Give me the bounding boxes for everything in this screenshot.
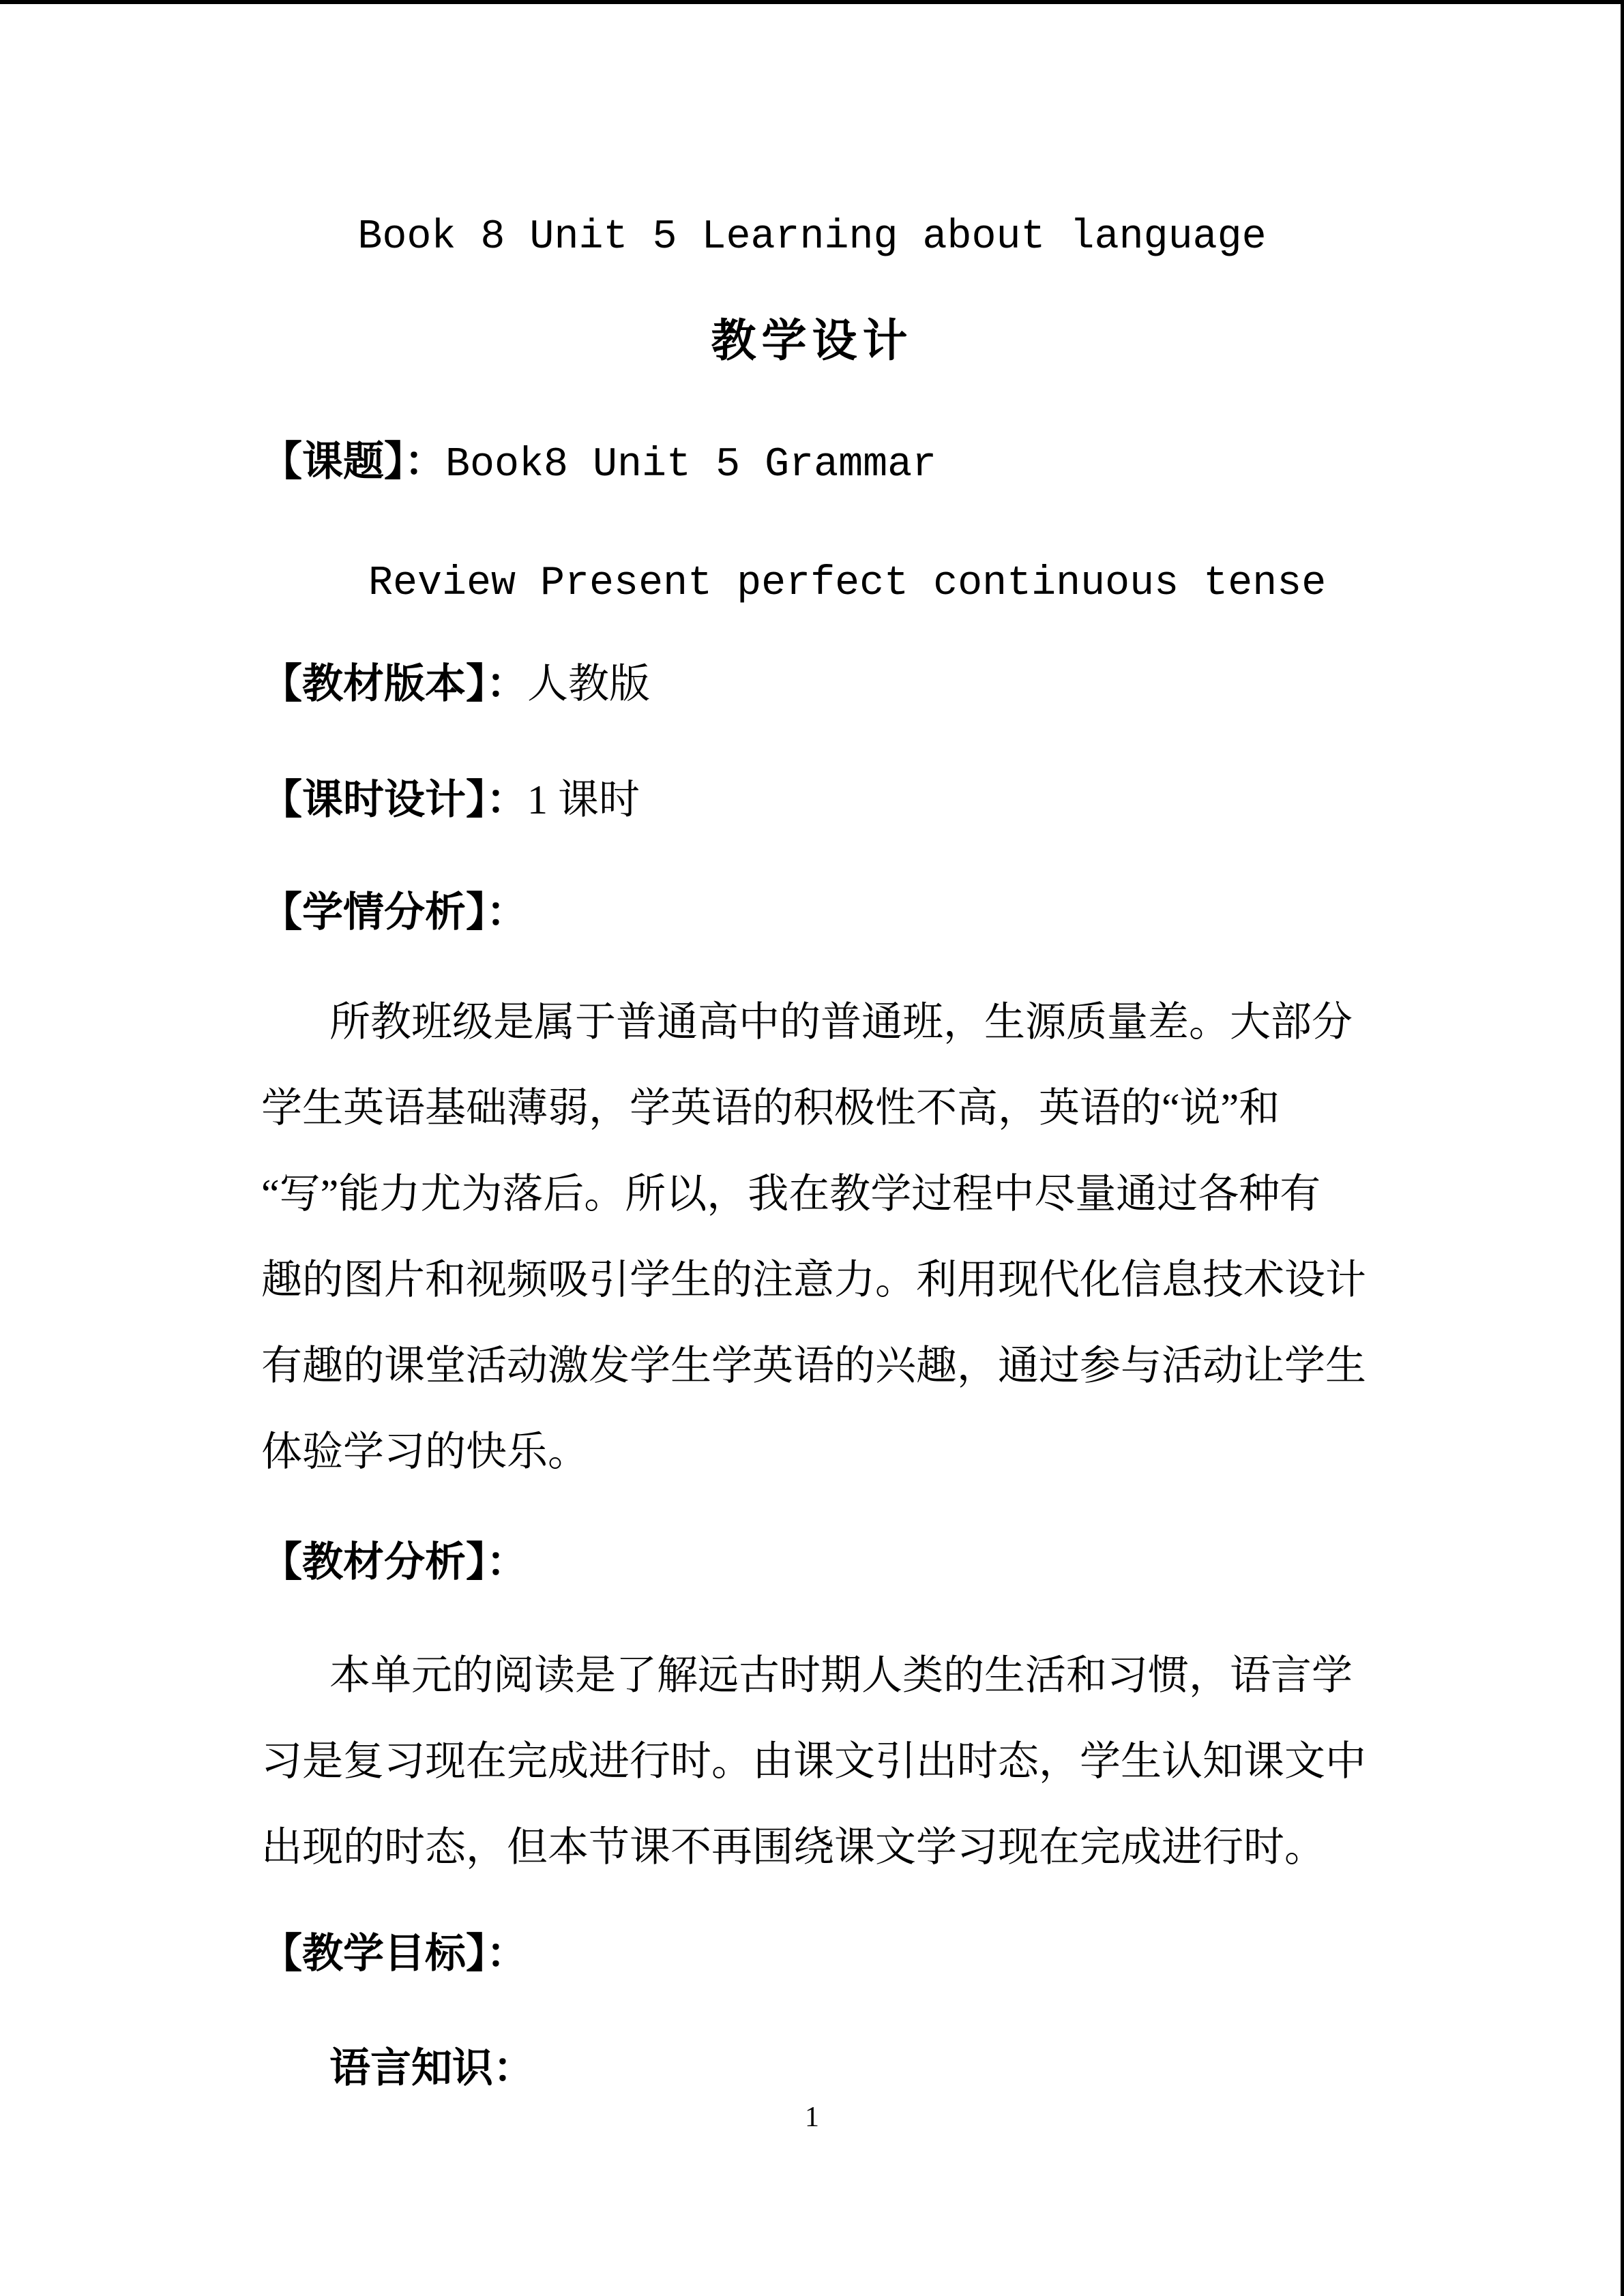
document-title-english: Book 8 Unit 5 Learning about language [357,214,1267,260]
paragraph-line: 体验学习的快乐。 [261,1429,589,1474]
field-textbook [261,661,1393,706]
section-heading-teaching-objectives: 【教学目标】： [261,1931,527,1976]
paragraph-line: 趣的图片和视频吸引学生的注意力。利用现代化信息技术设计 [261,1257,1366,1302]
document-title-chinese: 教学设计 [711,316,913,366]
paragraph-line: 学生英语基础薄弱，学英语的积极性不高，英语的“说”和 [261,1086,1280,1131]
field-topic-label: 【课题】： [261,439,445,484]
field-periods-label: 【课时设计】： [261,777,527,822]
field-periods-value: 1 课时 [527,777,640,822]
paragraph-line: 习是复习现在完成进行时。由课文引出时态，学生认知课文中 [261,1739,1366,1784]
field-topic-value: Book8 Unit 5 Grammar [445,442,937,488]
document-body [261,0,1393,2296]
field-topic-subtitle: Review Present perfect continuous tense [368,561,1327,607]
field-topic [261,439,1393,488]
paragraph-line: 有趣的课堂活动激发学生学英语的兴趣，通过参与活动让学生 [261,1343,1366,1388]
page-number: 1 [805,2102,819,2133]
paragraph-line: 出现的时态，但本节课不再围绕课文学习现在完成进行时。 [261,1825,1325,1870]
paragraph-line: “写”能力尤为落后。所以，我在教学过程中尽量通过各种有 [261,1172,1321,1217]
field-textbook-value: 人教版 [527,661,650,706]
field-textbook-label: 【教材版本】： [261,661,527,706]
paragraph-line: 所教班级是属于普通高中的普通班，生源质量差。大部分 [329,1000,1353,1045]
field-periods [261,777,1393,822]
section-heading-material-analysis: 【教材分析】： [261,1540,527,1585]
section-heading-student-analysis: 【学情分析】： [261,890,527,935]
paragraph-line: 本单元的阅读是了解远古时期人类的生活和习惯，语言学 [329,1653,1353,1698]
subsection-heading-language-knowledge: 语言知识： [329,2046,534,2091]
